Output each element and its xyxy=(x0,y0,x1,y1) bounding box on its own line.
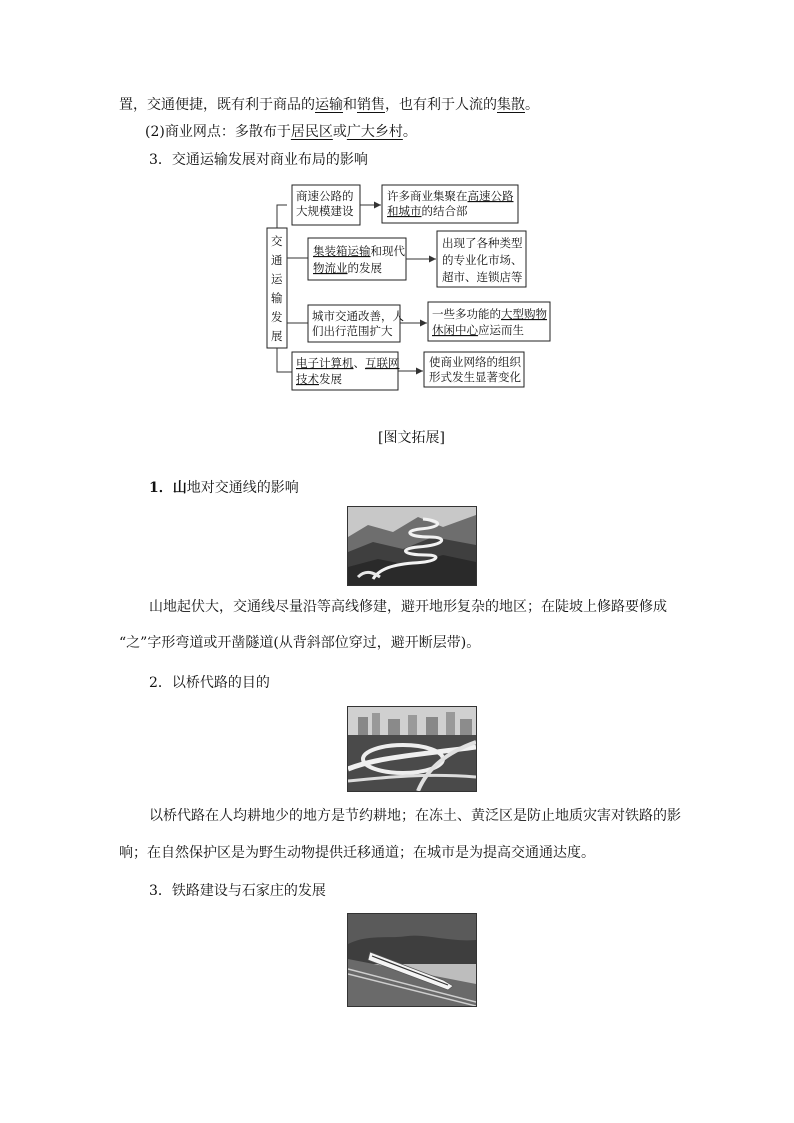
flow-text-segment: 许多商业集聚在 xyxy=(387,189,468,203)
item-2-text-line-1: 以桥代路在人均耕地少的地方是节约耕地；在冻土、黄泛区是防止地质灾害对铁路的影 xyxy=(149,808,681,824)
transport-commerce-flowchart xyxy=(0,0,794,420)
flow-text-segment: 们出行范围扩大 xyxy=(312,324,393,338)
extension-section-title: [图文拓展] xyxy=(378,430,445,446)
flow-text-segment: 一些多功能的 xyxy=(432,307,501,321)
flow-right-text-2 xyxy=(442,236,523,284)
flow-text-segment: 集装箱运输 xyxy=(313,244,371,258)
flow-bracket-top xyxy=(277,205,287,228)
item-3-heading: 3．铁路建设与石家庄的发展 xyxy=(149,883,326,899)
item-1-heading-rest: 地对交通线的影响 xyxy=(186,480,299,496)
highway-interchange-bridge-photo xyxy=(347,706,477,792)
flow-root-char: 输 xyxy=(271,291,283,305)
flow-text-segment: 大规模建设 xyxy=(296,204,354,218)
flow-text-segment: 出现了各种类型 xyxy=(442,236,523,250)
flow-root-char: 通 xyxy=(271,253,283,267)
item-2-heading: 2．以桥代路的目的 xyxy=(149,675,270,691)
flow-text-segment: 互联网 xyxy=(365,356,400,370)
flow-text-segment: 、 xyxy=(353,356,365,370)
section-heading-3: 3．交通运输发展对商业布局的影响 xyxy=(149,152,368,168)
flow-text-segment: 城市交通改善，人 xyxy=(312,309,404,323)
flow-text-segment: 发展 xyxy=(319,372,342,386)
flow-text-segment: 的发展 xyxy=(347,261,382,275)
text-segment: 运输 xyxy=(315,97,343,113)
flow-right-text-4 xyxy=(429,355,521,384)
item-1-heading xyxy=(149,478,299,498)
text-segment: 居民区 xyxy=(290,124,333,140)
flow-text-segment: 和现代 xyxy=(370,244,405,258)
flow-text-segment: 休闲中心 xyxy=(432,323,478,337)
flow-root-char: 发 xyxy=(271,310,283,324)
flow-text-segment: 的结合部 xyxy=(421,204,468,218)
flow-left-text-1 xyxy=(296,189,354,218)
flow-root-char: 运 xyxy=(271,272,283,286)
text-segment: ，也有利于人流的 xyxy=(385,97,497,113)
text-segment: 。 xyxy=(402,124,417,140)
item-1-text-line-1: 山地起伏大，交通线尽量沿等高线修建，避开地形复杂的地区；在陡坡上修路要修成 xyxy=(149,599,667,615)
flow-text-segment: 超市、连锁店等 xyxy=(442,270,523,284)
flow-bracket-bottom xyxy=(277,348,292,372)
flow-text-segment: 大型购物 xyxy=(501,307,547,321)
flow-text-segment: 技术 xyxy=(296,372,319,386)
text-segment: (2)商业网点：多散布于 xyxy=(145,124,291,140)
text-segment: 销售 xyxy=(357,97,385,113)
text-segment: 置，交通便捷，既有利于商品的 xyxy=(119,97,315,113)
flow-text-segment: 电子计算机 xyxy=(296,356,354,370)
item-1-heading-bold: 1．山 xyxy=(149,480,187,496)
flow-text-segment: 物流业 xyxy=(313,261,348,275)
item-1-text-line-2: “之”字形弯道或开凿隧道(从背斜部位穿过，避开断层带)。 xyxy=(119,635,481,651)
flow-text-segment: 应运而生 xyxy=(478,323,524,337)
flow-text-segment: 的专业化市场、 xyxy=(442,253,523,267)
flow-left-text-3 xyxy=(312,309,404,338)
flow-text-segment: 使商业网络的组织 xyxy=(429,355,521,369)
item-2-text-line-2: 响；在自然保护区是为野生动物提供迁移通道；在城市是为提高交通通达度。 xyxy=(119,845,595,861)
high-speed-train-photo xyxy=(347,913,477,1007)
text-segment: 集散 xyxy=(497,97,525,113)
flow-root-char: 交 xyxy=(271,234,283,248)
mountain-switchback-road-photo xyxy=(347,506,477,586)
flow-text-segment: 高速公路 xyxy=(467,189,514,203)
flow-text-segment: 商速公路的 xyxy=(296,189,354,203)
text-segment: 广大乡村 xyxy=(346,124,403,140)
flow-text-segment: 形式发生显著变化 xyxy=(429,370,521,384)
text-segment: 。 xyxy=(525,97,539,113)
flow-root-char: 展 xyxy=(271,329,283,343)
flow-text-segment: 和城市 xyxy=(387,204,422,218)
text-segment: 和 xyxy=(343,97,357,113)
text-segment: 或 xyxy=(332,124,347,140)
